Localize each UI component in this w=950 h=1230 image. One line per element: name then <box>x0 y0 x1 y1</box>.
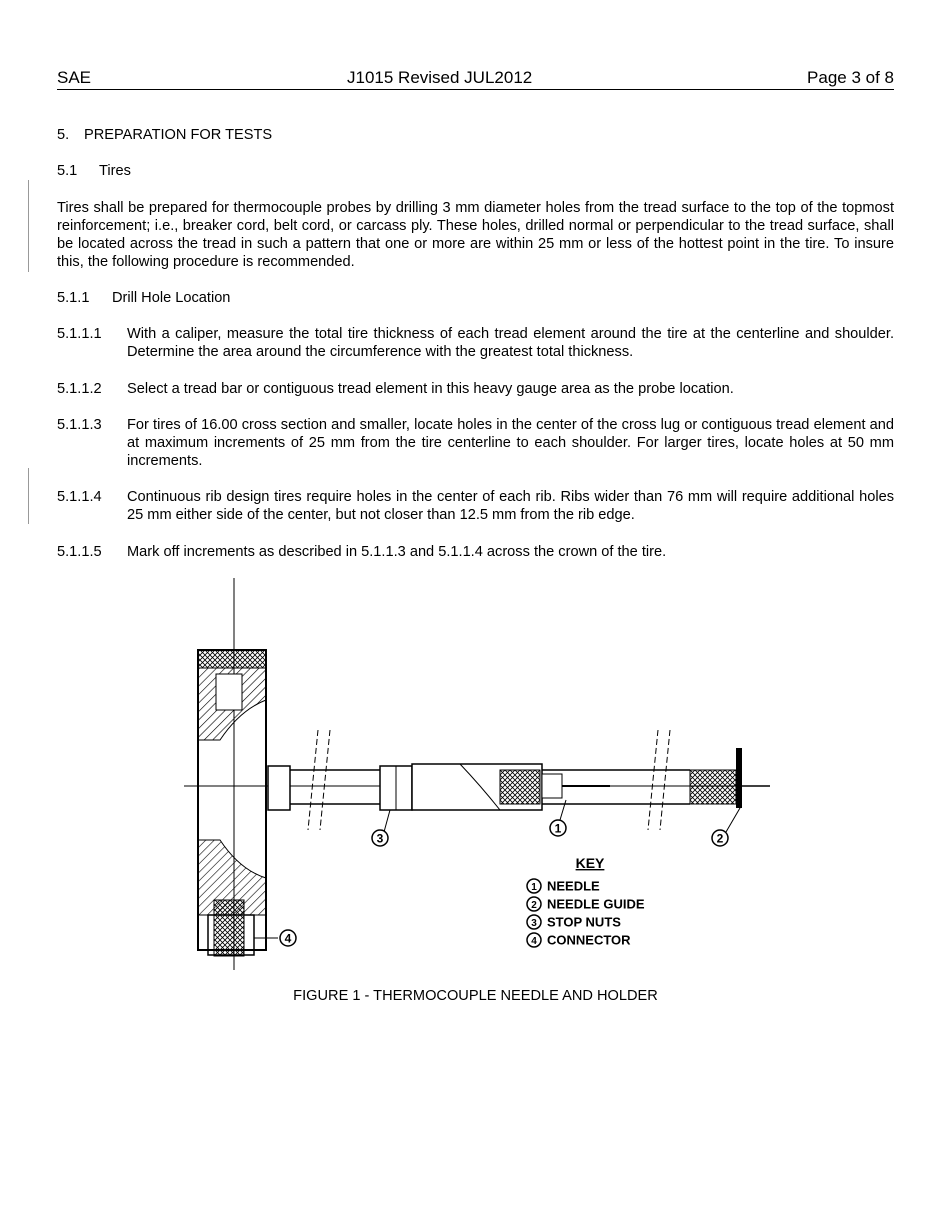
key-4-number: 4 <box>531 936 537 947</box>
key-3-number: 3 <box>531 918 537 929</box>
item-number: 5.1.1.4 <box>57 489 102 505</box>
section-5-1-paragraph: Tires shall be prepared for thermocouple probes by drilling 3 mm diameter holes from the tread surface to the top of the topmost reinforcement; i.e., breaker cord, belt cord, or carcass ply. These holes, drilled normal or perpendicular to the tread surface, shall be located across the tread in such a pattern that one or more are within 25 mm or less of the hottest point in the tire. To insure this, the following procedure is recommended. <box>57 200 894 270</box>
leader-2 <box>726 808 740 832</box>
section-5-title: PREPARATION FOR TESTS <box>84 127 273 143</box>
item-text: With a caliper, measure the total tire thickness of each tread element around the tire at the centerline and shoulder. Determine the area around the circumference with the greatest total thickness. <box>127 326 894 360</box>
leader-3 <box>384 810 390 832</box>
callout-4 <box>280 930 296 946</box>
header-page-number: Page 3 of 8 <box>807 68 894 87</box>
key-2-number: 2 <box>531 900 537 911</box>
probe-shaft <box>268 730 770 830</box>
callout-1-label: 1 <box>554 821 562 836</box>
key-3-label: STOP NUTS <box>547 914 621 930</box>
section-5-1-1-number: 5.1.1 <box>57 290 90 306</box>
callout-2-label: 2 <box>716 831 724 846</box>
callout-4-label: 4 <box>284 931 292 946</box>
figure-key <box>527 855 645 948</box>
key-2-label: NEEDLE GUIDE <box>547 896 645 912</box>
item-text: Mark off increments as described in 5.1.1.3 and 5.1.1.4 across the crown of the tire. <box>127 544 667 560</box>
callout-3-label: 3 <box>376 831 384 846</box>
callout-2 <box>712 830 728 846</box>
item-number: 5.1.1.3 <box>57 417 102 433</box>
key-title: KEY <box>575 855 605 871</box>
section-5-1-title: Tires <box>99 163 131 179</box>
key-1-number: 1 <box>531 882 537 893</box>
item-text: Select a tread bar or contiguous tread element in this heavy gauge area as the probe location. <box>127 381 734 397</box>
callout-3 <box>372 830 388 846</box>
header-org: SAE <box>57 68 92 87</box>
section-5-number: 5. <box>57 127 70 143</box>
thermocouple-needle-figure <box>170 570 780 970</box>
revision-bar <box>28 468 29 524</box>
callout-1 <box>550 820 566 836</box>
item-number: 5.1.1.2 <box>57 381 102 397</box>
key-1-label: NEEDLE <box>547 878 600 894</box>
figure-drawing <box>170 570 780 970</box>
item-number: 5.1.1.5 <box>57 544 102 560</box>
figure-caption: FIGURE 1 - THERMOCOUPLE NEEDLE AND HOLDER <box>293 988 658 1004</box>
key-4-label: CONNECTOR <box>547 932 631 948</box>
section-5-1-number: 5.1 <box>57 163 78 179</box>
revision-bar <box>28 180 29 272</box>
holder-body <box>198 650 266 956</box>
page-header <box>57 68 894 90</box>
leader-1 <box>560 800 566 820</box>
item-text: Continuous rib design tires require holes in the center of each rib. Ribs wider than 76 mm will require additional holes 25 mm either side of the center, but not closer than 12.5 mm from the rib edge. <box>127 489 894 523</box>
item-number: 5.1.1.1 <box>57 326 102 342</box>
section-5-1-1-title: Drill Hole Location <box>112 290 231 306</box>
header-doc-id: J1015 Revised JUL2012 <box>347 68 533 87</box>
item-text: For tires of 16.00 cross section and smaller, locate holes in the center of the cross lug or contiguous tread element and at maximum increments of 25 mm from the tire centerline to each shoulder. For larger tires, locate holes at 50 mm increments. <box>127 417 894 469</box>
